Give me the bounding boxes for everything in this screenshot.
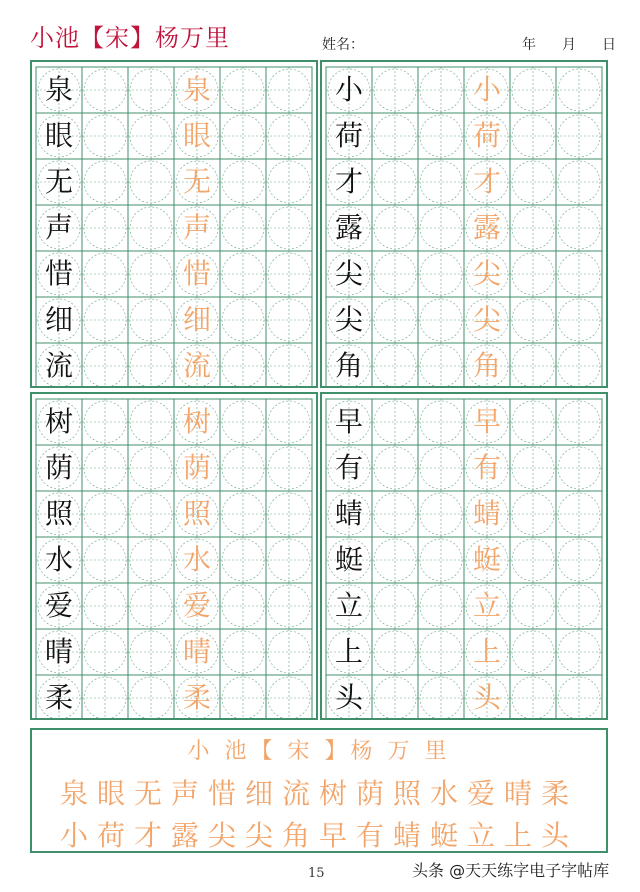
practice-cell xyxy=(556,675,602,718)
practice-cell xyxy=(220,583,266,629)
trace-character: 荷 xyxy=(472,119,501,152)
model-character: 角 xyxy=(334,349,363,382)
practice-cell xyxy=(556,445,602,491)
practice-cell xyxy=(128,251,174,297)
model-character: 露 xyxy=(334,211,363,244)
practice-cell xyxy=(418,251,464,297)
practice-cells xyxy=(32,394,316,718)
practice-cell xyxy=(266,343,312,386)
practice-cells xyxy=(32,62,316,386)
practice-cell xyxy=(510,251,556,297)
practice-cell xyxy=(556,629,602,675)
practice-cell xyxy=(82,343,128,386)
model-character: 树 xyxy=(44,405,73,438)
practice-cell xyxy=(372,251,418,297)
practice-cells xyxy=(322,394,606,718)
model-character: 细 xyxy=(44,303,73,336)
practice-cell xyxy=(510,67,556,113)
model-character: 水 xyxy=(44,543,73,576)
model-character: 无 xyxy=(44,165,73,198)
practice-cell xyxy=(82,205,128,251)
practice-cell xyxy=(128,491,174,537)
practice-cell xyxy=(220,343,266,386)
practice-cell xyxy=(372,67,418,113)
practice-cell xyxy=(372,297,418,343)
model-character: 流 xyxy=(44,349,73,382)
practice-cell xyxy=(82,445,128,491)
practice-cell xyxy=(556,491,602,537)
practice-cell xyxy=(510,297,556,343)
trace-character: 才 xyxy=(472,165,501,198)
poem-summary-line-2: 小荷才露尖尖角早有蜻蜓立上头 xyxy=(59,819,578,852)
model-character: 有 xyxy=(334,451,363,484)
year-label: 年 xyxy=(522,37,536,53)
page-number: 15 xyxy=(308,866,325,881)
trace-character: 尖 xyxy=(472,257,501,290)
practice-cell xyxy=(266,629,312,675)
practice-panel-right-bottom xyxy=(320,392,608,720)
practice-cell xyxy=(266,205,312,251)
poem-summary-box xyxy=(30,728,608,853)
practice-cell xyxy=(556,583,602,629)
practice-cell xyxy=(418,491,464,537)
trace-character: 泉 xyxy=(182,73,211,106)
practice-cell xyxy=(128,67,174,113)
practice-cell xyxy=(82,629,128,675)
trace-character: 早 xyxy=(472,405,501,438)
worksheet-header xyxy=(0,0,640,56)
practice-cell xyxy=(418,343,464,386)
model-character: 泉 xyxy=(44,73,73,106)
model-character: 柔 xyxy=(44,681,73,714)
practice-cell xyxy=(372,537,418,583)
trace-character: 流 xyxy=(182,349,211,382)
practice-cell xyxy=(418,583,464,629)
practice-cell xyxy=(266,297,312,343)
practice-cell xyxy=(128,629,174,675)
practice-cell xyxy=(510,583,556,629)
practice-cell xyxy=(418,537,464,583)
trace-character: 树 xyxy=(182,405,211,438)
practice-panel-left-bottom xyxy=(30,392,318,720)
practice-cell xyxy=(128,583,174,629)
practice-cell xyxy=(128,205,174,251)
practice-cell xyxy=(128,399,174,445)
model-character: 小 xyxy=(334,73,363,106)
practice-cell xyxy=(220,113,266,159)
practice-cell xyxy=(418,113,464,159)
practice-cell xyxy=(418,205,464,251)
practice-cell xyxy=(418,159,464,205)
practice-cell xyxy=(220,537,266,583)
trace-character: 角 xyxy=(472,349,501,382)
practice-cell xyxy=(418,675,464,718)
practice-cell xyxy=(556,205,602,251)
practice-cell xyxy=(266,251,312,297)
practice-cell xyxy=(266,67,312,113)
trace-character: 立 xyxy=(472,589,501,622)
practice-cell xyxy=(266,113,312,159)
practice-cell xyxy=(372,159,418,205)
name-label: 姓名： xyxy=(322,37,364,53)
model-character: 蜻 xyxy=(334,497,363,530)
practice-panel-left-top xyxy=(30,60,318,388)
watermark: 头条 @天天练字电子字帖库 xyxy=(412,861,610,880)
practice-cell xyxy=(266,399,312,445)
practice-cell xyxy=(220,675,266,718)
model-character: 尖 xyxy=(334,303,363,336)
practice-cell xyxy=(372,583,418,629)
trace-character: 小 xyxy=(472,73,501,106)
model-character: 爱 xyxy=(44,589,73,622)
practice-cell xyxy=(510,113,556,159)
practice-cell xyxy=(510,205,556,251)
practice-cell xyxy=(128,445,174,491)
practice-cell xyxy=(510,629,556,675)
practice-cell xyxy=(556,67,602,113)
trace-character: 有 xyxy=(472,451,501,484)
practice-cell xyxy=(510,537,556,583)
practice-cell xyxy=(372,343,418,386)
practice-cell xyxy=(556,251,602,297)
practice-panel-right-top xyxy=(320,60,608,388)
practice-cell xyxy=(82,583,128,629)
month-label: 月 xyxy=(562,37,576,53)
practice-cell xyxy=(372,399,418,445)
trace-character: 无 xyxy=(182,165,211,198)
poem-title: 小池【宋】杨万里 xyxy=(30,24,230,52)
practice-cell xyxy=(372,113,418,159)
practice-cell xyxy=(266,675,312,718)
practice-cell xyxy=(220,297,266,343)
trace-character: 头 xyxy=(472,681,501,714)
practice-cell xyxy=(220,491,266,537)
practice-cell xyxy=(418,67,464,113)
practice-cell xyxy=(128,159,174,205)
trace-character: 晴 xyxy=(182,635,211,668)
practice-cell xyxy=(510,445,556,491)
trace-character: 蜓 xyxy=(472,543,501,576)
practice-cell xyxy=(220,159,266,205)
practice-cell xyxy=(372,629,418,675)
day-label: 日 xyxy=(602,37,616,53)
model-character: 照 xyxy=(44,497,73,530)
trace-character: 细 xyxy=(182,303,211,336)
model-character: 惜 xyxy=(44,257,73,290)
practice-cell xyxy=(266,491,312,537)
trace-character: 眼 xyxy=(182,119,211,152)
model-character: 尖 xyxy=(334,257,363,290)
practice-cell xyxy=(266,159,312,205)
poem-summary-line-1: 泉眼无声惜细流树荫照水爱晴柔 xyxy=(59,777,578,810)
model-character: 上 xyxy=(334,635,363,668)
trace-character: 尖 xyxy=(472,303,501,336)
practice-cell xyxy=(510,491,556,537)
practice-cell xyxy=(418,629,464,675)
practice-cell xyxy=(82,675,128,718)
practice-cell xyxy=(510,159,556,205)
practice-cell xyxy=(372,675,418,718)
practice-cell xyxy=(556,399,602,445)
model-character: 荫 xyxy=(44,451,73,484)
model-character: 早 xyxy=(334,405,363,438)
model-character: 蜓 xyxy=(334,543,363,576)
practice-cell xyxy=(556,113,602,159)
model-character: 才 xyxy=(334,165,363,198)
practice-cell xyxy=(220,67,266,113)
practice-cell xyxy=(128,343,174,386)
practice-cell xyxy=(556,343,602,386)
model-character: 眼 xyxy=(44,119,73,152)
practice-cell xyxy=(82,297,128,343)
practice-cell xyxy=(510,399,556,445)
practice-cell xyxy=(82,399,128,445)
practice-cell xyxy=(82,537,128,583)
practice-cell xyxy=(556,159,602,205)
practice-cell xyxy=(82,251,128,297)
trace-character: 惜 xyxy=(182,257,211,290)
practice-cell xyxy=(266,537,312,583)
practice-cell xyxy=(128,113,174,159)
practice-cell xyxy=(372,205,418,251)
trace-character: 爱 xyxy=(182,589,211,622)
practice-cell xyxy=(220,251,266,297)
model-character: 晴 xyxy=(44,635,73,668)
practice-cell xyxy=(510,675,556,718)
practice-cell xyxy=(82,67,128,113)
practice-cell xyxy=(220,445,266,491)
practice-cell xyxy=(128,675,174,718)
practice-cell xyxy=(266,445,312,491)
practice-cell xyxy=(372,445,418,491)
practice-cell xyxy=(266,583,312,629)
trace-character: 上 xyxy=(472,635,501,668)
practice-cell xyxy=(82,159,128,205)
trace-character: 声 xyxy=(182,211,211,244)
model-character: 立 xyxy=(334,589,363,622)
practice-cell xyxy=(220,205,266,251)
practice-cell xyxy=(418,297,464,343)
practice-cell xyxy=(128,297,174,343)
practice-cell xyxy=(418,399,464,445)
model-character: 头 xyxy=(334,681,363,714)
trace-character: 露 xyxy=(472,211,501,244)
practice-cell xyxy=(372,491,418,537)
model-character: 荷 xyxy=(334,119,363,152)
practice-cells xyxy=(322,62,606,386)
practice-cell xyxy=(220,629,266,675)
trace-character: 蜻 xyxy=(472,497,501,530)
trace-character: 柔 xyxy=(182,681,211,714)
trace-character: 水 xyxy=(182,543,211,576)
practice-cell xyxy=(556,537,602,583)
practice-cell xyxy=(128,537,174,583)
practice-cell xyxy=(510,343,556,386)
poem-summary-title: 小 池【 宋 】杨 万 里 xyxy=(187,739,451,764)
practice-cell xyxy=(418,445,464,491)
trace-character: 荫 xyxy=(182,451,211,484)
model-character: 声 xyxy=(44,211,73,244)
practice-cell xyxy=(82,113,128,159)
practice-cell xyxy=(82,491,128,537)
trace-character: 照 xyxy=(182,497,211,530)
practice-cell xyxy=(556,297,602,343)
practice-cell xyxy=(220,399,266,445)
